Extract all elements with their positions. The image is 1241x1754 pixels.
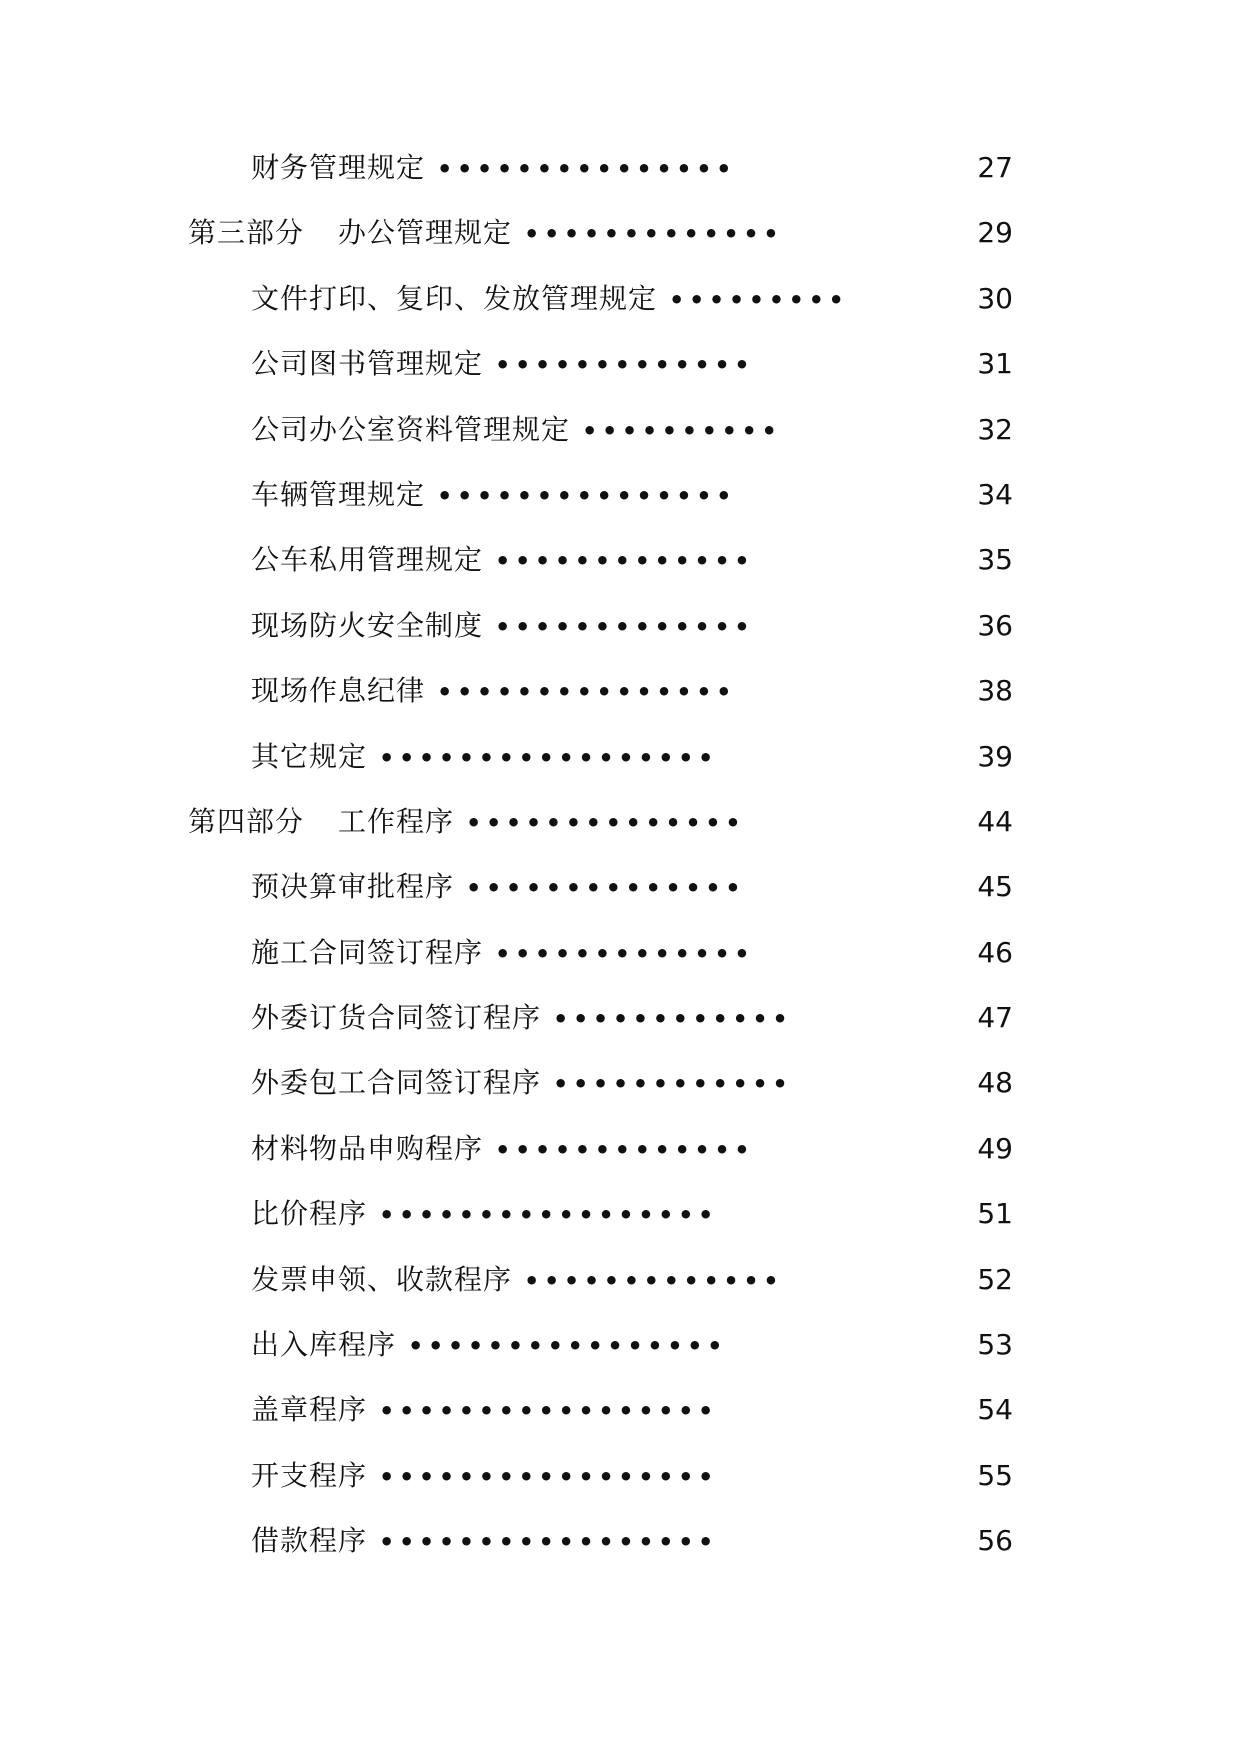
toc-entry-title: 发票申领、收款程序 [251,1262,513,1296]
toc-dot-leader: ••••••••••••••• [437,678,737,707]
toc-entry-title: 开支程序 [251,1458,368,1492]
toc-dot-leader: ••••••••• [669,285,849,314]
toc-dot-leader: ••••••••••••• [495,939,755,968]
toc-entry[interactable] [0,1521,1241,1586]
toc-page-number: 35 [977,543,1013,577]
toc-page-number: 53 [977,1328,1013,1362]
toc-part-label: 第三部分 [188,216,305,250]
toc-entry-text [251,1260,783,1301]
toc-entry-title: 现场作息纪律 [251,674,426,708]
toc-dot-leader: ••••••••••••• [495,612,755,641]
toc-entry-title: 盖章程序 [251,1393,368,1427]
toc-entry[interactable] [0,1325,1241,1390]
toc-dot-leader: •••••••••••• [553,1005,793,1034]
toc-dot-leader: •••••••••••••• [466,808,746,837]
toc-part-label: 第四部分 [188,804,305,838]
toc-entry-text [251,1194,718,1235]
toc-entry[interactable] [0,671,1241,736]
toc-entry-title: 办公管理规定 [338,216,513,250]
toc-page-number: 34 [977,477,1013,511]
toc-entry-text [251,279,848,320]
toc-part-entry[interactable] [0,802,1241,867]
toc-entry-text [251,737,718,778]
toc-dot-leader: ••••••••••••• [524,1266,784,1295]
toc-entry-title: 外委订货合同签订程序 [251,1001,542,1035]
toc-entry-title: 材料物品申购程序 [251,1131,484,1165]
toc-dot-leader: •••••••••• [582,416,782,445]
toc-entry-text [188,213,783,254]
toc-page-number: 36 [977,608,1013,642]
toc-page-number: 52 [977,1262,1013,1296]
toc-entry-title: 出入库程序 [251,1328,397,1362]
toc-dot-leader: ••••••••••••• [495,1135,755,1164]
toc-page-number: 56 [977,1524,1013,1558]
toc-entry-title: 施工合同签订程序 [251,935,484,969]
toc-entry[interactable] [0,279,1241,344]
toc-entry-title: 现场防火安全制度 [251,608,484,642]
table-of-contents [0,148,1241,1587]
toc-entry-text [251,344,754,385]
toc-entry[interactable] [0,1456,1241,1521]
toc-entry-title: 公车私用管理规定 [251,543,484,577]
toc-dot-leader: ••••••••••••• [524,220,784,249]
toc-entry-title: 比价程序 [251,1197,368,1231]
toc-entry-text [251,1390,718,1431]
toc-entry-text [188,802,745,843]
toc-entry-text [251,148,736,189]
toc-entry-text [251,475,736,516]
toc-entry[interactable] [0,737,1241,802]
toc-page-number: 45 [977,870,1013,904]
toc-entry-text [251,1063,792,1104]
toc-part-entry[interactable] [0,213,1241,278]
toc-entry-text [251,540,754,581]
toc-page-number: 39 [977,739,1013,773]
toc-entry-title: 预决算审批程序 [251,870,455,904]
toc-entry[interactable] [0,148,1241,213]
toc-entry[interactable] [0,1129,1241,1194]
toc-entry-title: 车辆管理规定 [251,477,426,511]
toc-page-number: 44 [977,804,1013,838]
toc-page-number: 38 [977,674,1013,708]
toc-page-number: 55 [977,1458,1013,1492]
toc-page-number: 31 [977,347,1013,381]
toc-page-number: 51 [977,1197,1013,1231]
toc-dot-leader: •••••••••••• [553,1070,793,1099]
toc-entry[interactable] [0,1390,1241,1455]
toc-page-number: 54 [977,1393,1013,1427]
toc-entry-text [251,1521,718,1562]
toc-page-number: 47 [977,1001,1013,1035]
toc-dot-leader: ••••••••••••• [495,547,755,576]
toc-dot-leader: •••••••••••••• [466,874,746,903]
toc-dot-leader: ••••••••••••• [495,351,755,380]
toc-dot-leader: ••••••••••••••••• [379,1462,718,1491]
toc-entry-text [251,867,745,908]
toc-entry-title: 工作程序 [338,804,455,838]
toc-entry-text [251,933,754,974]
toc-entry-text [251,998,792,1039]
toc-entry-text [251,1129,754,1170]
toc-entry-title: 公司图书管理规定 [251,347,484,381]
toc-entry-title: 借款程序 [251,1524,368,1558]
toc-dot-leader: ••••••••••••••••• [379,1528,718,1557]
toc-entry-title: 公司办公室资料管理规定 [251,412,571,446]
toc-entry-text [251,606,754,647]
toc-entry-text [251,410,781,451]
toc-entry[interactable] [0,540,1241,605]
toc-entry-text [251,671,736,712]
toc-entry-title: 文件打印、复印、发放管理规定 [251,281,658,315]
toc-entry[interactable] [0,344,1241,409]
toc-dot-leader: ••••••••••••••••• [379,1397,718,1426]
toc-page-number: 46 [977,935,1013,969]
toc-entry[interactable] [0,1063,1241,1128]
toc-entry[interactable] [0,1194,1241,1259]
toc-page-number: 48 [977,1066,1013,1100]
toc-dot-leader: •••••••••••••••• [408,1332,728,1361]
toc-entry[interactable] [0,867,1241,932]
toc-entry-title: 其它规定 [251,739,368,773]
toc-dot-leader: ••••••••••••••• [437,155,737,183]
toc-entry-text [251,1456,718,1497]
toc-entry[interactable] [0,933,1241,998]
toc-dot-leader: ••••••••••••••• [437,481,737,510]
toc-entry[interactable] [0,410,1241,475]
toc-page-number: 49 [977,1131,1013,1165]
toc-entry-title: 外委包工合同签订程序 [251,1066,542,1100]
toc-entry[interactable] [0,606,1241,671]
toc-entry-title: 财务管理规定 [251,151,426,184]
toc-page-number: 30 [977,281,1013,315]
toc-dot-leader: ••••••••••••••••• [379,1201,718,1230]
toc-entry[interactable] [0,475,1241,540]
toc-page-number: 32 [977,412,1013,446]
toc-page-number: 27 [977,151,1013,184]
toc-page-number: 29 [977,216,1013,250]
toc-entry[interactable] [0,1260,1241,1325]
toc-dot-leader: ••••••••••••••••• [379,743,718,772]
toc-entry-text [251,1325,727,1366]
toc-entry[interactable] [0,998,1241,1063]
